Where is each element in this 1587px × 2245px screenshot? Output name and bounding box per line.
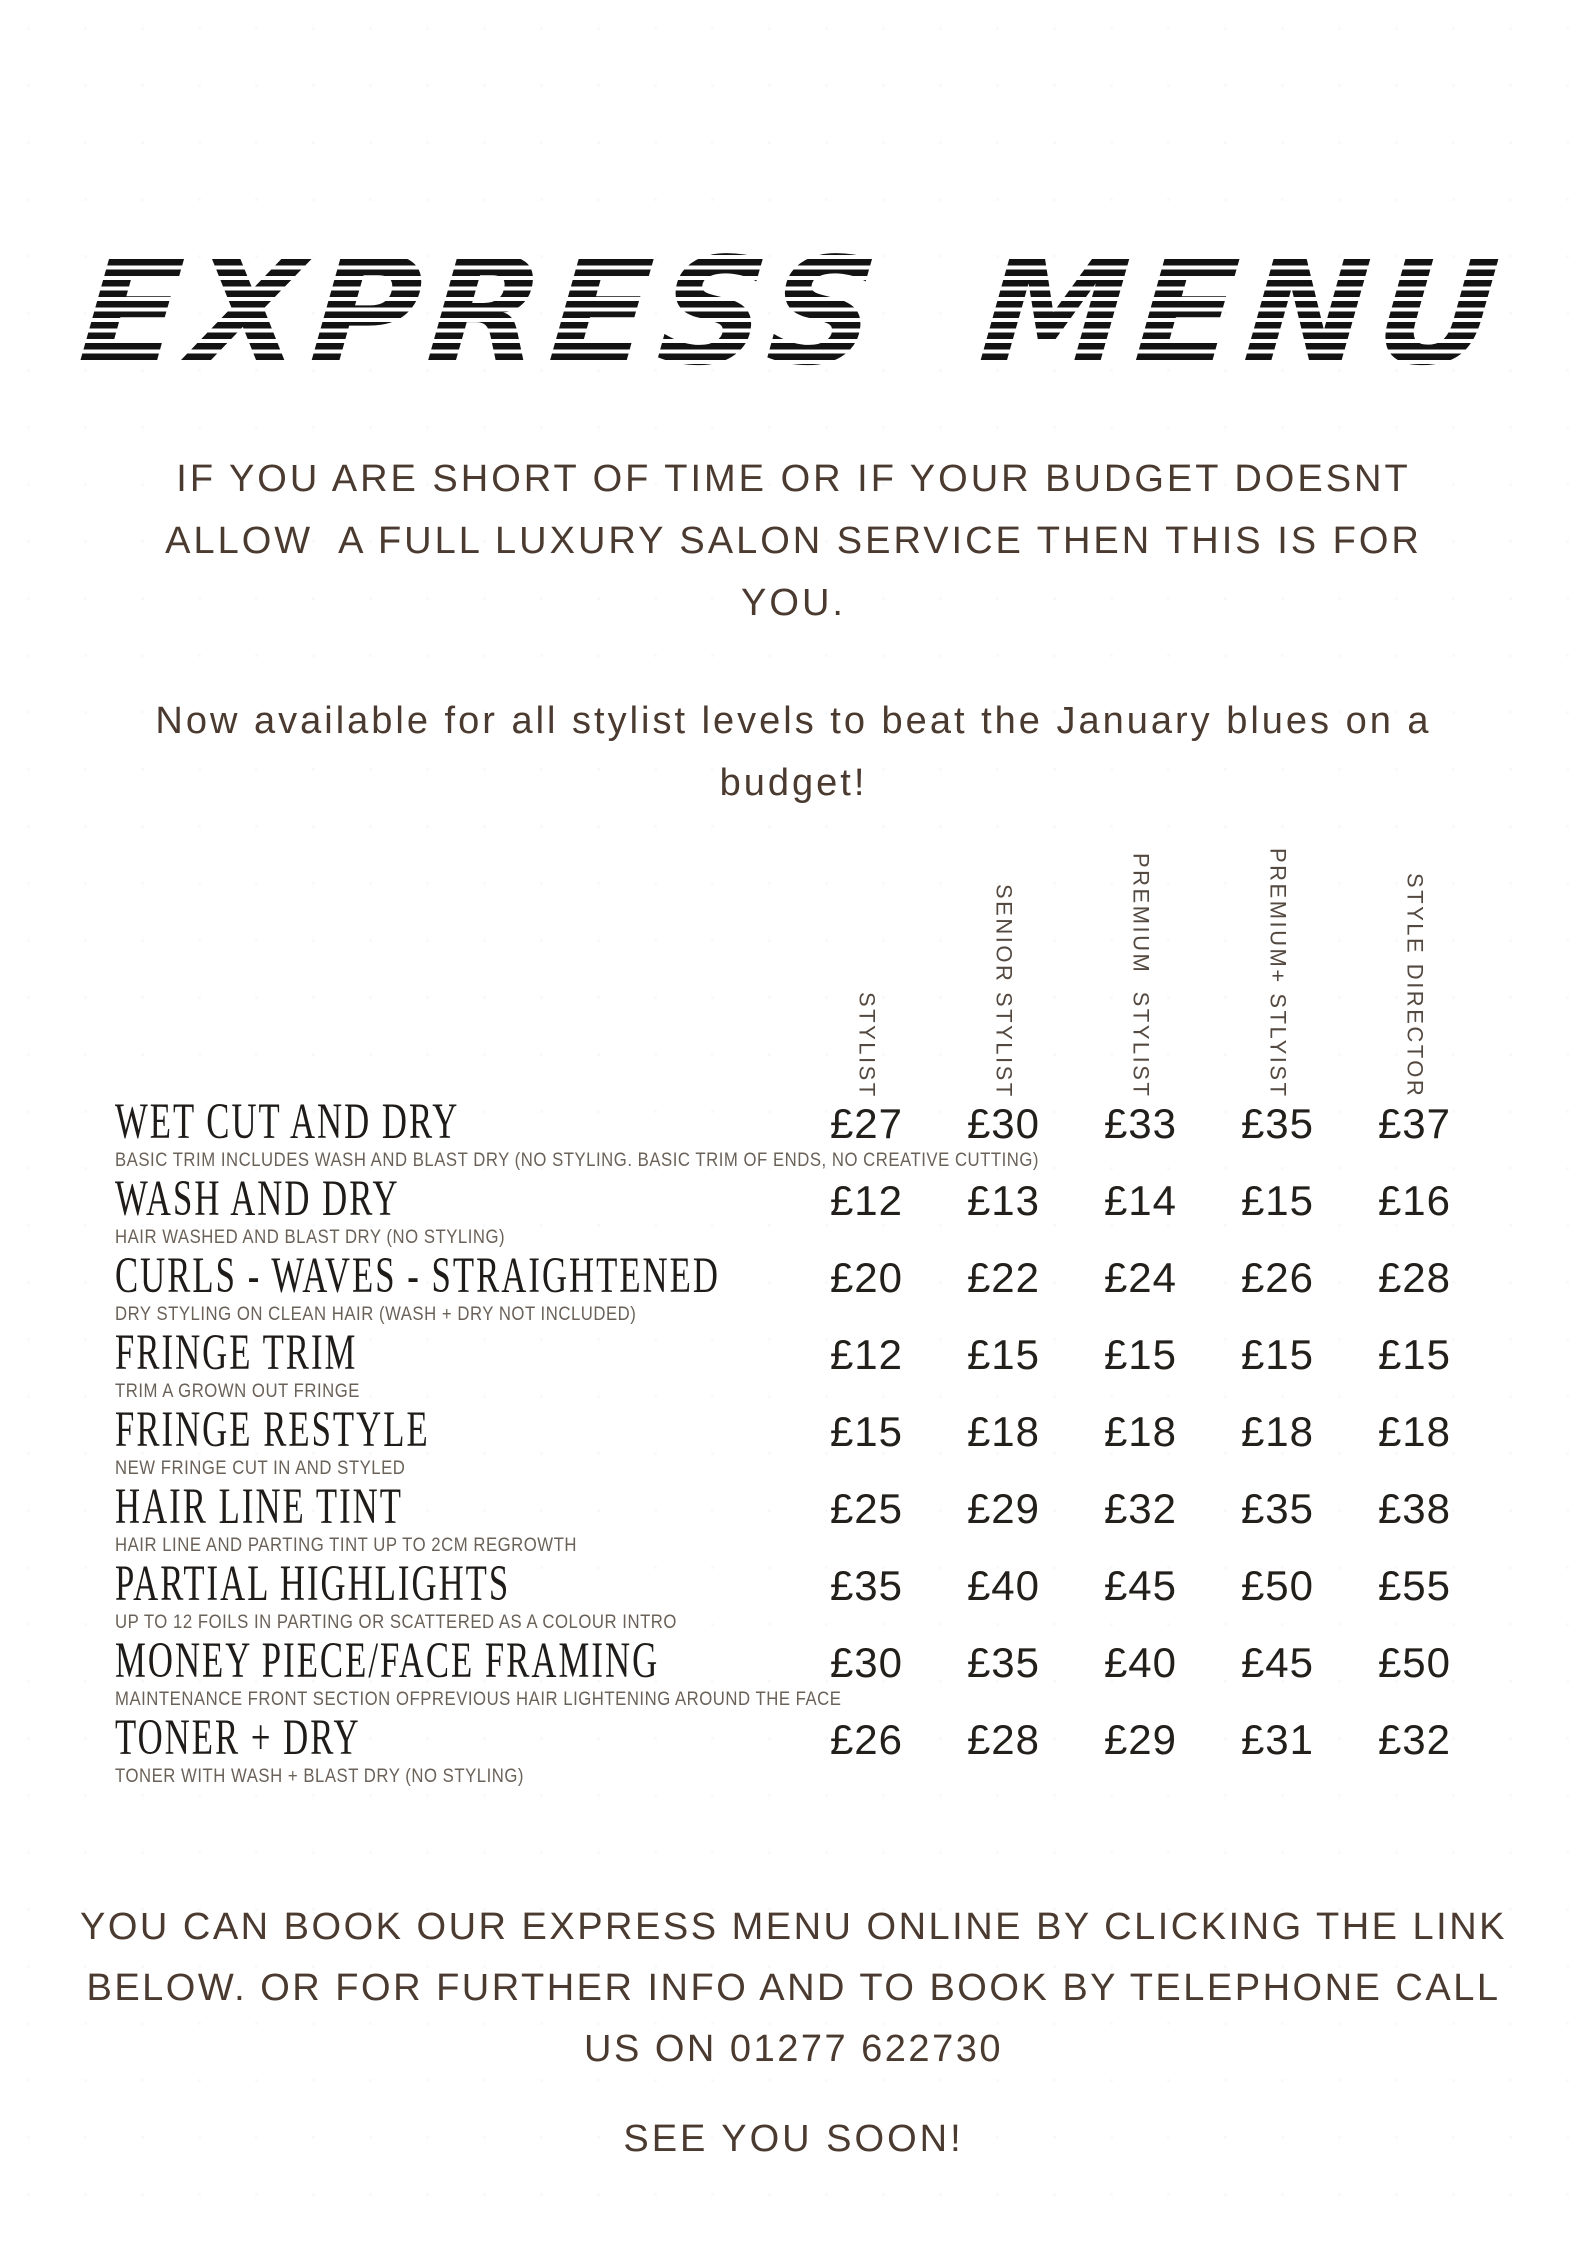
price-cell: £29 (1103, 1716, 1178, 1763)
price-cell: £18 (1240, 1408, 1315, 1455)
service-description: TRIM A GROWN OUT FRINGE (115, 1381, 360, 1402)
price-cell: £15 (1377, 1331, 1452, 1378)
table-row (115, 1173, 1483, 1250)
table-row (115, 1481, 1483, 1558)
price-cell: £18 (1103, 1408, 1178, 1455)
intro-paragraph-2: Now available for all stylist levels to beat the January blues on a budget! (155, 700, 1446, 804)
service-description: NEW FRINGE CUT IN AND STYLED (115, 1458, 406, 1479)
table-row (115, 1558, 1483, 1635)
price-cell: £14 (1103, 1177, 1178, 1224)
price-cell: £40 (966, 1562, 1041, 1609)
column-header-label: SENIOR STYLIST (991, 883, 1017, 1099)
service-name: WET CUT AND DRY (115, 1094, 460, 1150)
price-cell: £40 (1103, 1639, 1178, 1686)
service-description: HAIR WASHED AND BLAST DRY (NO STYLING) (115, 1227, 506, 1248)
service-description: TONER WITH WASH + BLAST DRY (NO STYLING) (115, 1766, 525, 1787)
price-cell: £35 (966, 1639, 1041, 1686)
price-cell: £50 (1240, 1562, 1315, 1609)
price-cell: £18 (1377, 1408, 1452, 1455)
price-cell: £22 (966, 1254, 1041, 1301)
price-cell: £15 (829, 1408, 904, 1455)
price-cell: £30 (829, 1639, 904, 1686)
price-cell: £35 (1240, 1485, 1315, 1532)
intro-paragraph-1: IF YOU ARE SHORT OF TIME OR IF YOUR BUDGET DOESNT ALLOW A FULL LUXURY SALON SERVICE THEN THIS IS FOR YOU. (165, 458, 1435, 624)
price-cell: £13 (966, 1177, 1041, 1224)
price-cell: £45 (1103, 1562, 1178, 1609)
price-table (115, 848, 1483, 1789)
service-name: PARTIAL HIGHLIGHTS (115, 1556, 511, 1612)
column-header-senior-stylist (935, 884, 1072, 1099)
service-name: FRINGE RESTYLE (115, 1402, 430, 1458)
column-header-premium-stylist (1072, 853, 1209, 1098)
service-description: BASIC TRIM INCLUDES WASH AND BLAST DRY (NO STYLING. BASIC TRIM OF ENDS, NO CREATIVE CUTTING) (115, 1150, 1040, 1171)
price-cell: £38 (1377, 1485, 1452, 1532)
table-row (115, 1096, 1483, 1173)
price-cell: £33 (1103, 1100, 1178, 1147)
price-cell: £35 (1240, 1100, 1315, 1147)
price-cell: £15 (1240, 1331, 1315, 1378)
price-cell: £45 (1240, 1639, 1315, 1686)
page-title: EXPRESS MENU (73, 226, 1514, 398)
column-header-premium-plus-stylist (1209, 848, 1346, 1098)
column-header-stylist (798, 992, 935, 1099)
service-description: MAINTENANCE FRONT SECTION OFPREVIOUS HAIR LIGHTENING AROUND THE FACE (115, 1689, 842, 1710)
column-header-label: PREMIUM+ STLYIST (1265, 848, 1291, 1099)
price-cell: £32 (1103, 1485, 1178, 1532)
price-cell: £15 (1240, 1177, 1315, 1224)
table-row (115, 1250, 1483, 1327)
service-name: MONEY PIECE/FACE FRAMING (115, 1633, 660, 1689)
column-header-label: PREMIUM STYLIST (1128, 853, 1154, 1099)
column-header-style-director (1346, 873, 1483, 1098)
price-cell: £12 (829, 1177, 904, 1224)
price-cell: £37 (1377, 1100, 1452, 1147)
price-cell: £18 (966, 1408, 1041, 1455)
price-cell: £24 (1103, 1254, 1178, 1301)
service-description: UP TO 12 FOILS IN PARTING OR SCATTERED AS A COLOUR INTRO (115, 1612, 677, 1633)
price-cell: £27 (829, 1100, 904, 1147)
price-cell: £15 (966, 1331, 1041, 1378)
price-cell: £32 (1377, 1716, 1452, 1763)
service-name: TONER + DRY (115, 1710, 361, 1766)
table-row (115, 1635, 1483, 1712)
service-name: HAIR LINE TINT (115, 1479, 403, 1535)
see-you-soon-text: SEE YOU SOON! (623, 2118, 964, 2160)
service-description: HAIR LINE AND PARTING TINT UP TO 2CM REGROWTH (115, 1535, 577, 1556)
price-cell: £26 (1240, 1254, 1315, 1301)
title-wrap (0, 0, 1587, 398)
table-row (115, 1712, 1483, 1789)
price-cell: £26 (829, 1716, 904, 1763)
price-cell: £20 (829, 1254, 904, 1301)
price-cell: £35 (829, 1562, 904, 1609)
booking-info-paragraph: YOU CAN BOOK OUR EXPRESS MENU ONLINE BY CLICKING THE LINK BELOW. OR FOR FURTHER INFO AND TO BOOK BY TELEPHONE CALL US ON 01277 622730 (79, 1906, 1508, 2070)
price-cell: £16 (1377, 1177, 1452, 1224)
price-cell: £28 (966, 1716, 1041, 1763)
price-cell: £29 (966, 1485, 1041, 1532)
price-cell: £55 (1377, 1562, 1452, 1609)
price-cell: £50 (1377, 1639, 1452, 1686)
service-name: FRINGE TRIM (115, 1325, 358, 1381)
price-cell: £30 (966, 1100, 1041, 1147)
price-cell: £25 (829, 1485, 904, 1532)
column-header-label: STYLIST (854, 991, 880, 1099)
column-header-label: STYLE DIRECTOR (1402, 873, 1428, 1099)
table-header-row (115, 848, 1483, 1099)
service-description: DRY STYLING ON CLEAN HAIR (WASH + DRY NOT INCLUDED) (115, 1304, 637, 1325)
table-row (115, 1327, 1483, 1404)
price-cell: £28 (1377, 1254, 1452, 1301)
price-cell: £31 (1240, 1716, 1315, 1763)
price-cell: £12 (829, 1331, 904, 1378)
table-row (115, 1404, 1483, 1481)
price-cell: £15 (1103, 1331, 1178, 1378)
service-name: CURLS - WAVES - STRAIGHTENED (115, 1248, 720, 1304)
service-name: WASH AND DRY (115, 1171, 400, 1227)
